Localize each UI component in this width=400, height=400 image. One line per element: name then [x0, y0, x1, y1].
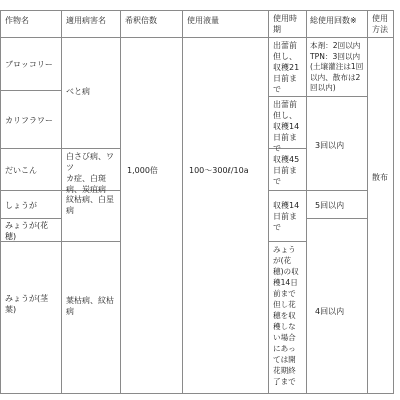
volume-value: 100〜300ℓ/10a	[189, 166, 249, 175]
header-crop: 作物名	[5, 16, 29, 25]
total-myoga: 4回以内	[315, 307, 345, 316]
header-method: 使用方法	[372, 14, 388, 34]
crop-ginger: しょうが	[5, 201, 37, 210]
timing-cauliflower: 出蕾前 但し、 収穫14 日前ま で	[273, 100, 300, 153]
timing-myoga: みょう が(花 穂)の収 穫14日 前まで 但し花 穂を収 穫しな い場合 にあっ ては開 花期終 了まで	[273, 245, 299, 386]
crop-daikon: だいこん	[5, 166, 37, 175]
header-disease: 適用病害名	[66, 16, 106, 25]
method-value: 散布	[372, 173, 388, 182]
disease-betobyo: べと病	[66, 87, 90, 96]
crop-broccoli: ブロッコリー	[5, 60, 53, 69]
header-dilution: 希釈倍数	[125, 16, 157, 25]
timing-ginger: 収穫14 日前ま で	[273, 201, 300, 232]
header-total-uses: 総使用回数※	[310, 16, 357, 25]
timing-daikon: 収穫45 日前ま で	[273, 155, 300, 186]
total-broccoli: 本剤：2回以内 TPN：3回以内 (土壌灌注は1回 以内、散布は2 回以内)	[310, 41, 364, 92]
disease-daikon: 白さび病、ワツ カ症、白斑 病、炭疽病	[66, 152, 114, 194]
header-volume: 使用液量	[187, 16, 219, 25]
total-cauliflower-daikon: 3回以内	[315, 141, 345, 150]
crop-cauliflower: カリフラワー	[5, 116, 53, 125]
timing-broccoli: 出蕾前 但し、 収穫21 日前ま で	[273, 41, 300, 94]
header-timing: 使用時期	[273, 14, 297, 34]
total-ginger: 5回以内	[315, 201, 345, 210]
disease-ginger: 紋枯病、白星 病	[66, 195, 114, 215]
disease-myoga: 葉枯病、紋枯 病	[66, 296, 114, 316]
dilution-value: 1,000倍	[127, 166, 158, 175]
crop-myoga-stem: みょうが(茎 葉)	[5, 294, 49, 314]
crop-myoga-flower: みょうが(花 穂)	[5, 221, 49, 241]
